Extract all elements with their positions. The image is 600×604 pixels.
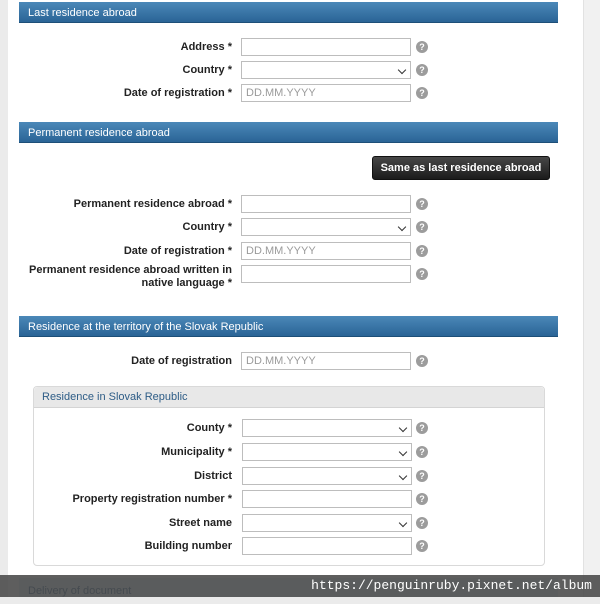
country-label: Country *	[182, 64, 232, 76]
street-name-select[interactable]	[242, 514, 412, 532]
row-county	[0, 419, 600, 439]
district-label: District	[194, 470, 232, 482]
municipality-select[interactable]	[242, 443, 412, 461]
row-country	[0, 61, 600, 81]
help-icon[interactable]: ?	[416, 41, 428, 53]
section-header-last-residence: Last residence abroad	[19, 2, 558, 23]
row-property-number	[0, 490, 600, 510]
help-icon[interactable]: ?	[416, 493, 428, 505]
row-native-language	[0, 264, 600, 289]
help-icon[interactable]: ?	[416, 198, 428, 210]
help-icon[interactable]: ?	[416, 422, 428, 434]
municipality-label: Municipality *	[161, 446, 232, 458]
address-label: Address *	[180, 41, 232, 53]
help-icon[interactable]: ?	[416, 446, 428, 458]
building-number-label: Building number	[144, 540, 232, 552]
help-icon[interactable]: ?	[416, 470, 428, 482]
row-date-registration	[0, 84, 600, 104]
slovak-date-input[interactable]: DD.MM.YYYY	[241, 352, 411, 370]
permanent-date-input[interactable]: DD.MM.YYYY	[241, 242, 411, 260]
row-municipality	[0, 443, 600, 463]
permanent-country-select[interactable]	[241, 218, 411, 236]
building-number-input[interactable]	[242, 537, 412, 555]
help-icon[interactable]: ?	[416, 540, 428, 552]
help-icon[interactable]: ?	[416, 221, 428, 233]
help-icon[interactable]: ?	[416, 517, 428, 529]
section-header-permanent-residence: Permanent residence abroad	[19, 122, 558, 143]
row-street-name	[0, 514, 600, 534]
date-registration-input[interactable]: DD.MM.YYYY	[241, 84, 411, 102]
date-registration-label: Date of registration *	[123, 87, 232, 99]
row-address	[0, 38, 600, 58]
row-permanent-date	[0, 242, 600, 262]
help-icon[interactable]: ?	[416, 355, 428, 367]
section-header-slovak-residence: Residence at the territory of the Slovak Republic	[19, 316, 558, 337]
subsection-header: Residence in Slovak Republic	[34, 387, 544, 408]
native-language-label: Permanent residence abroad written in native language *	[29, 264, 232, 289]
permanent-country-label: Country *	[182, 221, 232, 233]
help-icon[interactable]: ?	[416, 245, 428, 257]
slovak-date-label: Date of registration	[131, 355, 232, 367]
permanent-residence-label: Permanent residence abroad *	[73, 198, 232, 210]
county-select[interactable]	[242, 419, 412, 437]
row-permanent-country	[0, 218, 600, 238]
district-select[interactable]	[242, 467, 412, 485]
help-icon[interactable]: ?	[416, 64, 428, 76]
watermark-url: https://penguinruby.pixnet.net/album	[0, 575, 600, 597]
address-input[interactable]	[241, 38, 411, 56]
street-name-label: Street name	[169, 517, 232, 529]
help-icon[interactable]: ?	[416, 268, 428, 280]
property-number-label: Property registration number *	[72, 493, 232, 505]
native-language-input[interactable]	[241, 265, 411, 283]
property-number-input[interactable]	[242, 490, 412, 508]
row-slovak-date	[0, 352, 600, 372]
help-icon[interactable]: ?	[416, 87, 428, 99]
permanent-date-label: Date of registration *	[123, 245, 232, 257]
county-label: County *	[186, 422, 232, 434]
country-select[interactable]	[241, 61, 411, 79]
row-district	[0, 467, 600, 487]
row-building-number	[0, 537, 600, 557]
same-as-last-residence-button[interactable]: Same as last residence abroad	[372, 156, 550, 180]
row-permanent-residence	[0, 195, 600, 215]
permanent-residence-input[interactable]	[241, 195, 411, 213]
